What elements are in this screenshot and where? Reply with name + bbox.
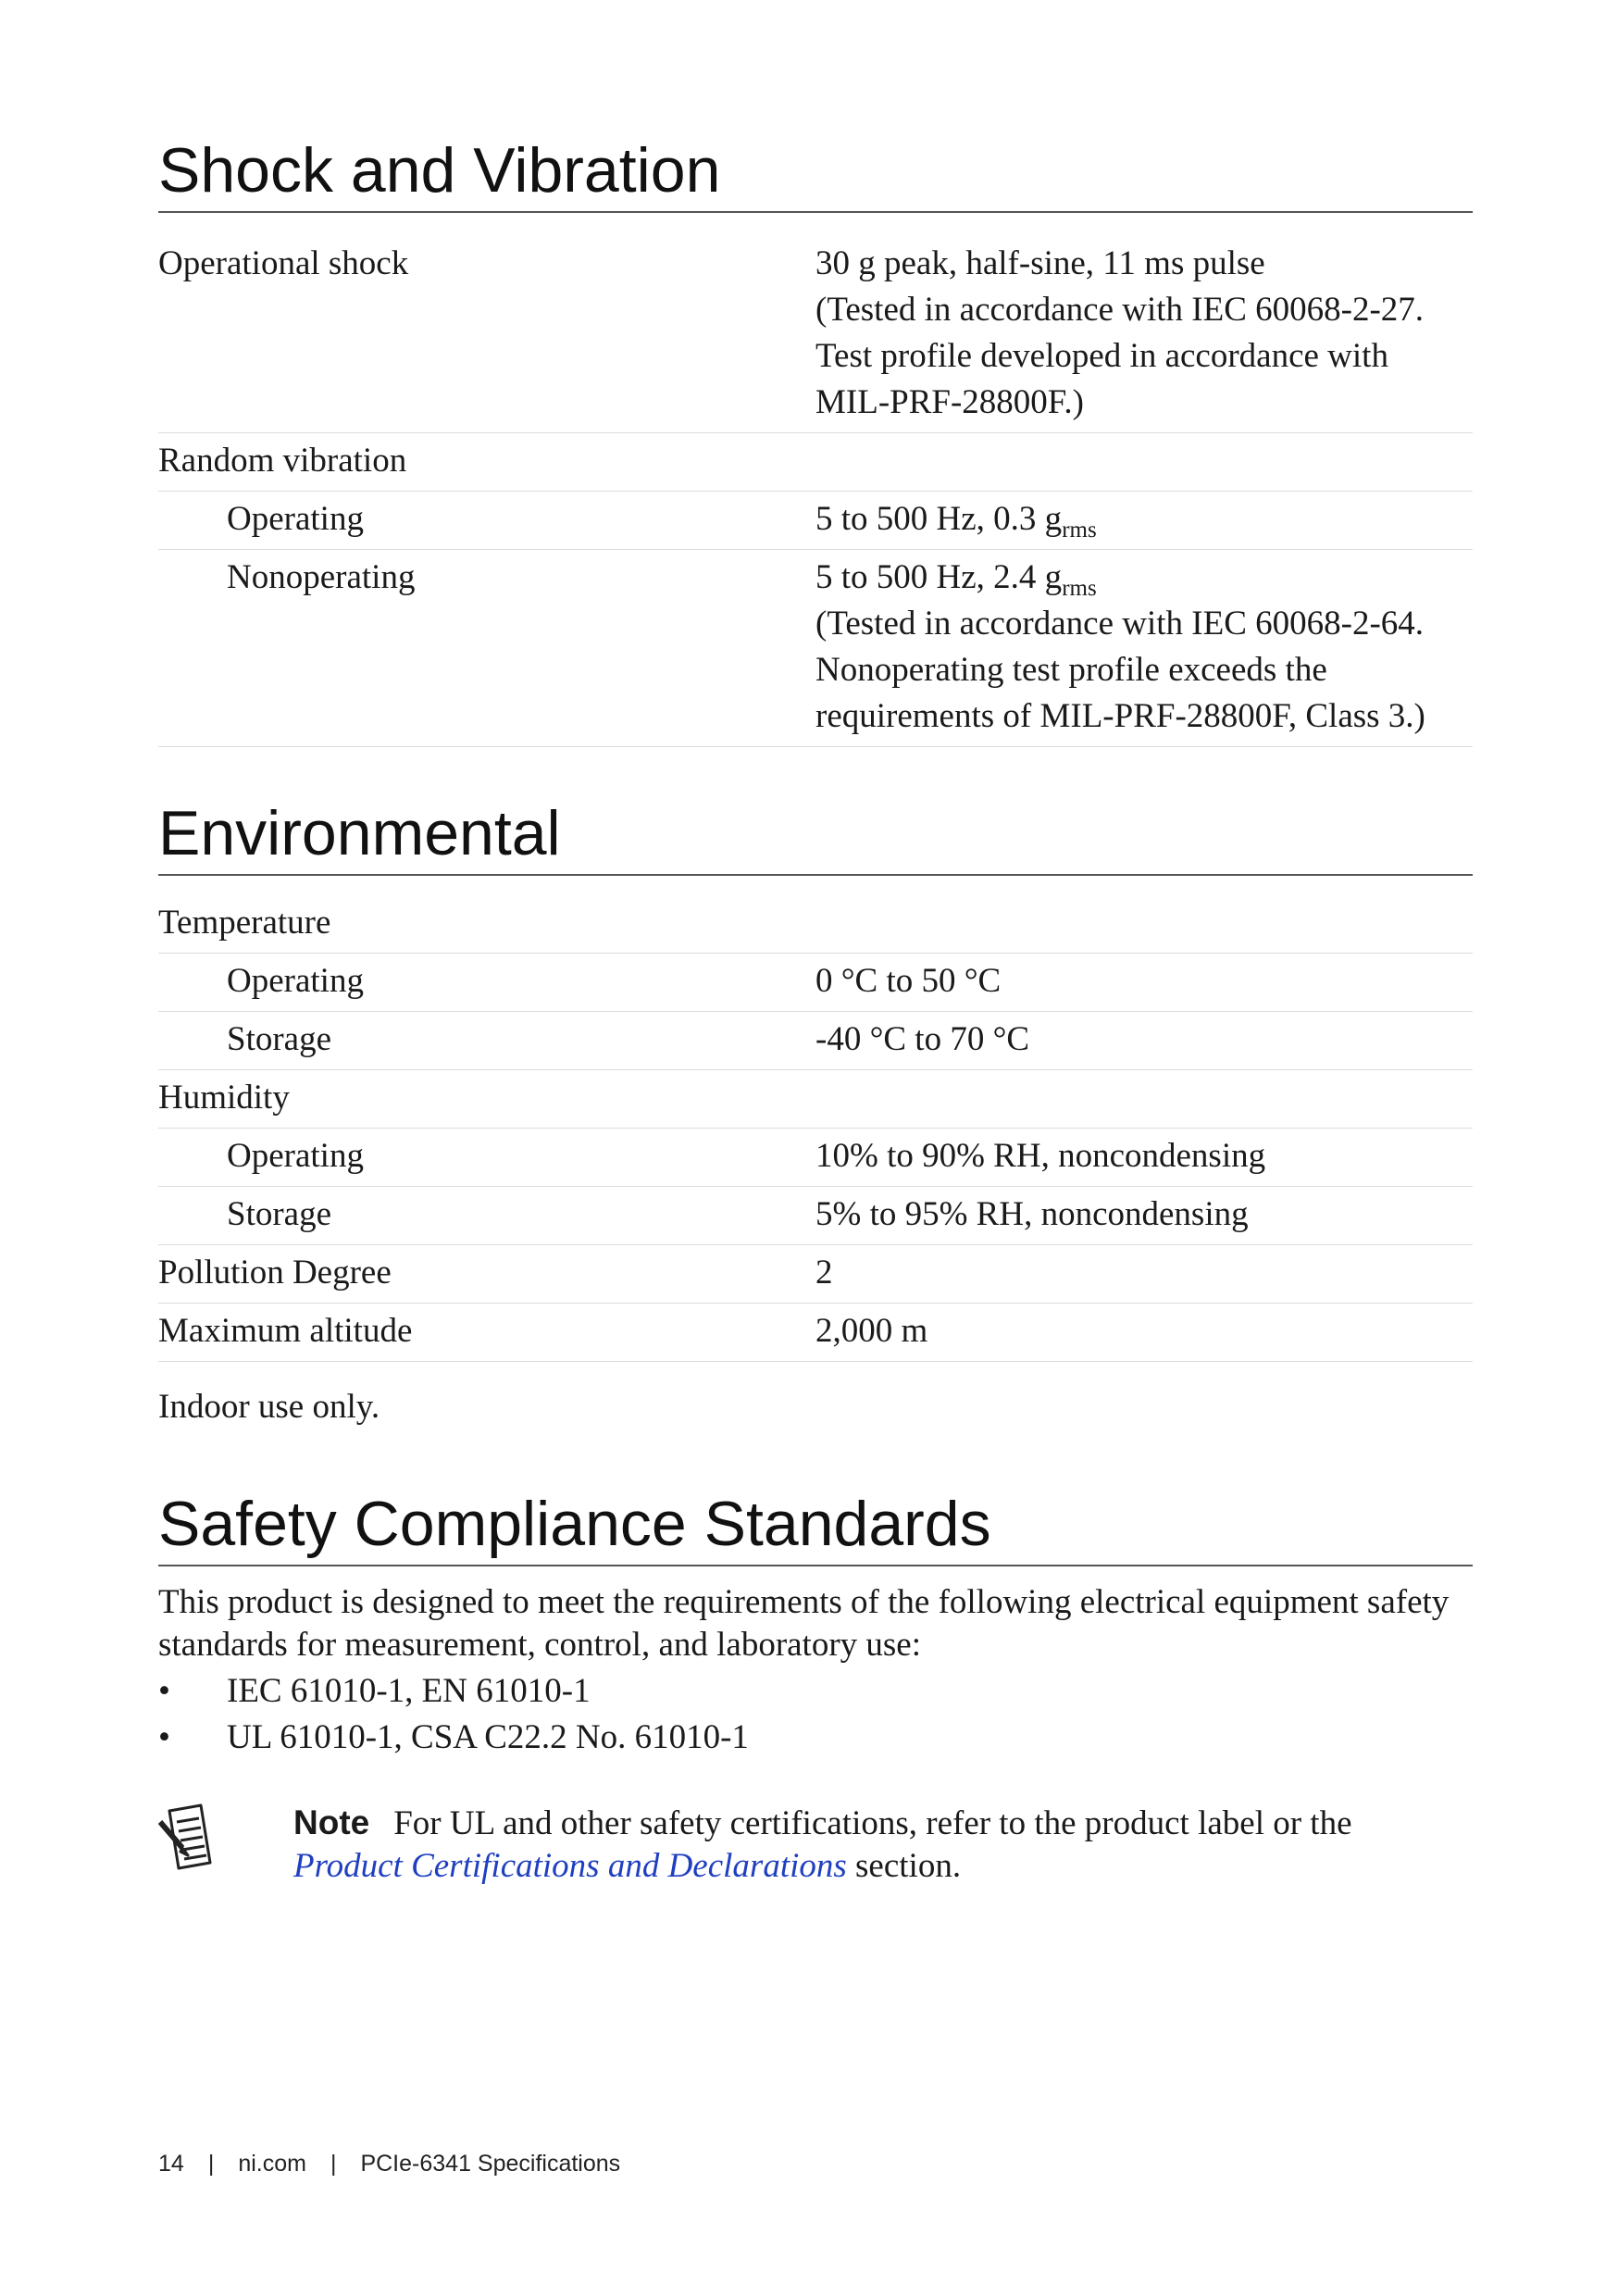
- row-label: Storage: [227, 1195, 332, 1233]
- row-label: Humidity: [158, 1079, 290, 1117]
- table-row: [158, 895, 1473, 954]
- note-label: Note: [293, 1803, 370, 1841]
- row-value: 2,000 m: [815, 1312, 928, 1350]
- row-value: [815, 492, 1473, 549]
- row-value: [815, 236, 1473, 432]
- section-title-safety: Safety Compliance Standards: [158, 1492, 1473, 1566]
- row-value: 0 °C to 50 °C: [815, 962, 1002, 1000]
- subscript: rms: [1062, 576, 1097, 601]
- bullet: •: [158, 1718, 170, 1756]
- row-label: Pollution Degree: [158, 1254, 392, 1292]
- note-body: For UL and other safety certifications, refer to the product label or the: [393, 1804, 1352, 1842]
- value-line: MIL-PRF-28800F.): [815, 383, 1084, 421]
- row-label: Operating: [227, 500, 364, 538]
- row-value: 5% to 95% RH, noncondensing: [815, 1195, 1249, 1233]
- row-label: Nonoperating: [227, 558, 416, 596]
- subscript: rms: [1062, 518, 1097, 543]
- value-line: (Tested in accordance with IEC 60068-2-27.: [815, 291, 1425, 329]
- bullet: •: [158, 1672, 170, 1710]
- note-suffix: section.: [846, 1847, 962, 1885]
- section-title-environmental: Environmental: [158, 802, 1473, 876]
- row-value: [815, 550, 1473, 746]
- row-label: Storage: [227, 1020, 332, 1058]
- table-row: [158, 550, 1473, 747]
- list-item: [158, 1668, 749, 1715]
- table-row: [158, 1129, 1473, 1187]
- value-line: requirements of MIL-PRF-28800F, Class 3.): [815, 697, 1425, 735]
- value-line: (Tested in accordance with IEC 60068-2-64.: [815, 605, 1425, 643]
- value-line: 30 g peak, half-sine, 11 ms pulse: [815, 244, 1265, 282]
- indoor-use-text: Indoor use only.: [158, 1388, 380, 1426]
- table-row: [158, 433, 1473, 492]
- value-text: 5 to 500 Hz, 2.4 g: [815, 558, 1063, 596]
- row-value: -40 °C to 70 °C: [815, 1020, 1030, 1058]
- value-line: Nonoperating test profile exceeds the: [815, 651, 1327, 689]
- row-value: 10% to 90% RH, noncondensing: [815, 1137, 1266, 1175]
- environmental-table: [158, 895, 1473, 1362]
- row-label: Random vibration: [158, 442, 407, 480]
- row-label: Temperature: [158, 904, 331, 942]
- row-label: Maximum altitude: [158, 1312, 413, 1350]
- footer-doc-title: PCIe-6341 Specifications: [360, 2151, 621, 2177]
- table-row: [158, 1070, 1473, 1129]
- row-label: Operating: [227, 962, 364, 1000]
- certifications-link[interactable]: Product Certifications and Declarations: [293, 1847, 847, 1885]
- table-row: [158, 1245, 1473, 1304]
- page-number: 14: [158, 2151, 184, 2177]
- row-label: Operating: [227, 1137, 364, 1175]
- page-footer: [158, 2151, 620, 2177]
- footer-separator: |: [330, 2151, 337, 2177]
- list-item-text: UL 61010-1, CSA C22.2 No. 61010-1: [227, 1718, 749, 1756]
- standards-list: [158, 1668, 749, 1761]
- footer-separator: |: [207, 2151, 215, 2177]
- table-row: [158, 1012, 1473, 1070]
- footer-site: ni.com: [238, 2151, 306, 2177]
- list-item: [158, 1715, 749, 1761]
- note-text: [293, 1802, 1473, 1888]
- table-row: [158, 1304, 1473, 1362]
- note-box: [158, 1802, 1473, 1888]
- table-row: [158, 1187, 1473, 1245]
- row-value: 2: [815, 1254, 833, 1292]
- row-label: Operational shock: [158, 244, 409, 282]
- value-line: Test profile developed in accordance with: [815, 337, 1388, 375]
- safety-intro: This product is designed to meet the requirements of the following electrical equipment safety standards for measurement, control, and laboratory use:: [158, 1583, 1450, 1664]
- value-text: 5 to 500 Hz, 0.3 g: [815, 500, 1063, 538]
- list-item-text: IEC 61010-1, EN 61010-1: [227, 1672, 591, 1710]
- section-title-shock: Shock and Vibration: [158, 139, 1473, 213]
- table-row: [158, 954, 1473, 1012]
- shock-table: [158, 236, 1473, 747]
- table-row: [158, 492, 1473, 550]
- table-row: [158, 236, 1473, 433]
- note-icon: [158, 1802, 293, 1888]
